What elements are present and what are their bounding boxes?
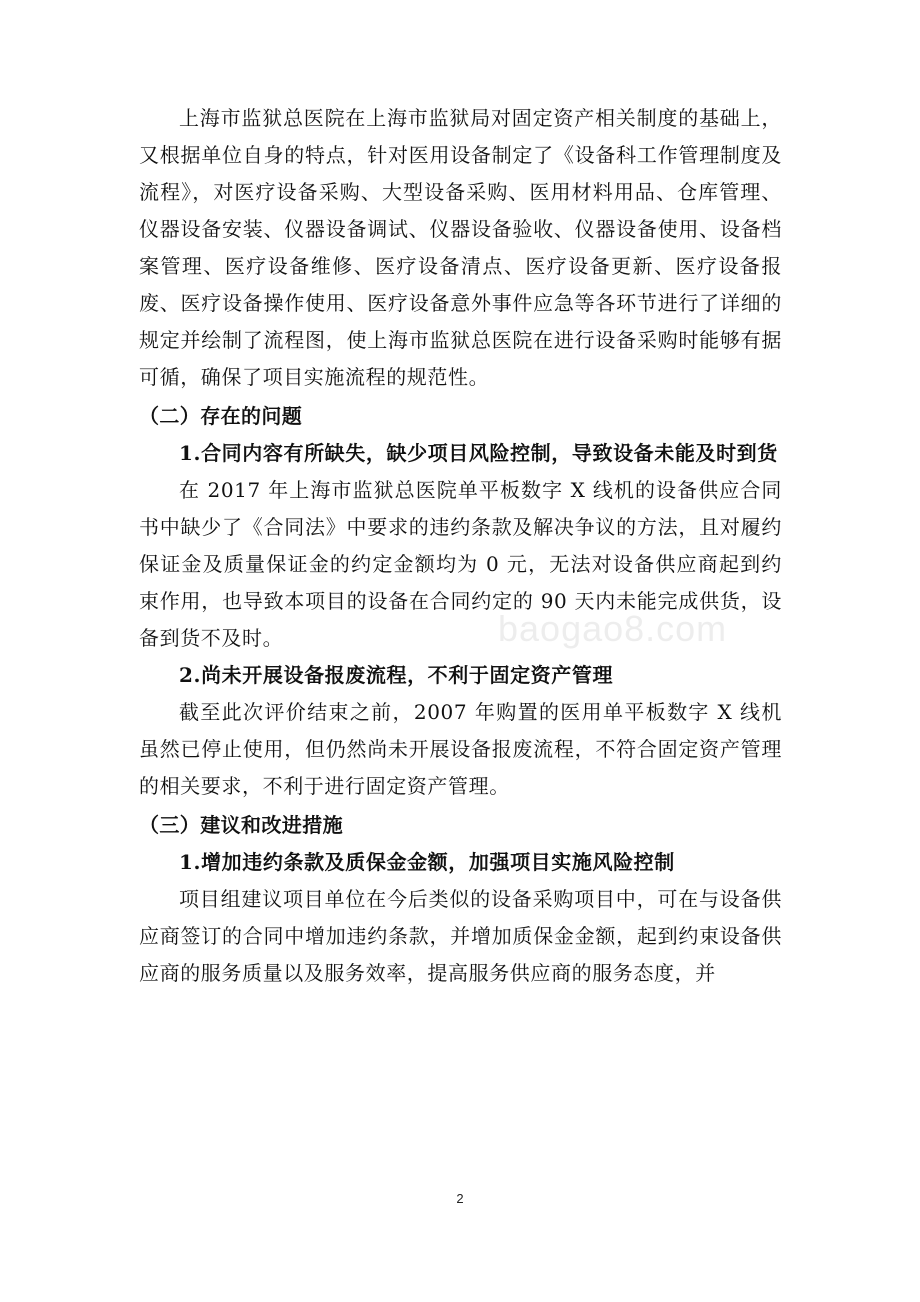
paragraph-suggestion: 项目组建议项目单位在今后类似的设备采购项目中，可在与设备供应商签订的合同中增加违约条款，并增加质保金金额，起到约束设备供应商的服务质量以及服务效率，提高服务供应商的服务态度，并 <box>139 887 782 985</box>
document-body <box>139 100 782 992</box>
section-heading-suggestions: （三）建议和改进措施 <box>139 813 343 837</box>
watermark: baogao8.com <box>498 608 728 649</box>
paragraph-contract-issue: 在 2017 年上海市监狱总医院单平板数字 X 线机的设备供应合同书中缺少了《合同法》中要求的违约条款及解决争议的方法，且对履约保证金及质量保证金的约定金额均为 0 元，无法对设备供应商起到约束作用，也导致本项目的设备在合同约定的 90 天内未能完成供货，设备到货不及时。 <box>139 478 782 650</box>
page-number: 2 <box>456 1191 464 1206</box>
paragraph-scrapping-issue: 截至此次评价结束之前，2007 年购置的医用单平板数字 X 线机虽然已停止使用，但仍然尚未开展设备报废流程，不符合固定资产管理的相关要求，不利于进行固定资产管理。 <box>139 700 782 798</box>
issue-heading-scrapping-process: 2.尚未开展设备报废流程，不利于固定资产管理 <box>179 663 614 687</box>
paragraph-equipment-management-system: 上海市监狱总医院在上海市监狱局对固定资产相关制度的基础上，又根据单位自身的特点，针对医用设备制定了《设备科工作管理制度及流程》，对医疗设备采购、大型设备采购、医用材料用品、仓库管理、仪器设备安装、仪器设备调试、仪器设备验收、仪器设备使用、设备档案管理、医疗设备维修、医疗设备清点、医疗设备更新、医疗设备报废、医疗设备操作使用、医疗设备意外事件应急等各环节进行了详细的规定并绘制了流程图，使上海市监狱总医院在进行设备采购时能够有据可循，确保了项目实施流程的规范性。 <box>139 106 782 389</box>
section-heading-existing-problems: （二）存在的问题 <box>139 404 303 428</box>
issue-heading-contract-missing: 1.合同内容有所缺失，缺少项目风险控制，导致设备未能及时到货 <box>179 441 778 465</box>
suggestion-heading-breach-clauses: 1.增加违约条款及质保金金额，加强项目实施风险控制 <box>179 850 675 874</box>
